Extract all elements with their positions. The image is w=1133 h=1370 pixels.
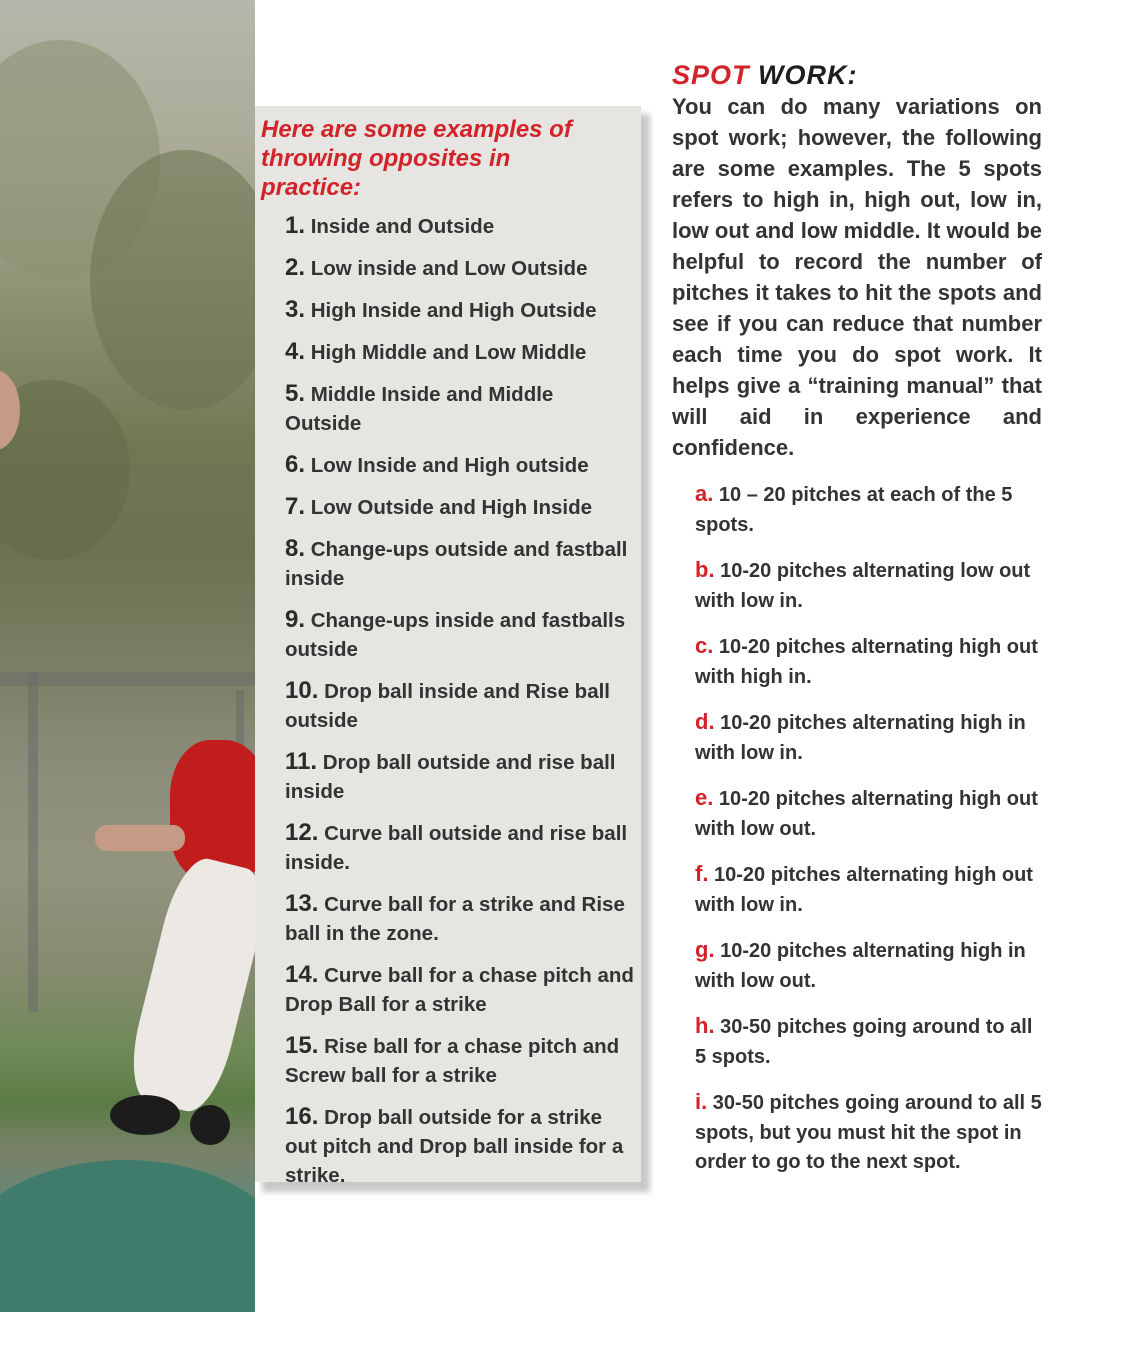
player-legs <box>121 852 255 1118</box>
spot-work-drills <box>695 479 1045 1193</box>
item-number: 7. <box>285 493 306 520</box>
item-number: 6. <box>285 451 306 478</box>
opposites-list <box>285 211 635 1202</box>
spot-work-title-dark: WORK: <box>758 60 858 90</box>
list-item <box>695 935 1045 996</box>
drill-text: 10-20 pitches alternating high out with low out. <box>695 788 1038 840</box>
item-text: Inside and Outside <box>310 215 495 238</box>
item-number: 5. <box>285 380 306 407</box>
item-text: Low Outside and High Inside <box>310 496 593 519</box>
item-number: 11. <box>285 748 318 775</box>
drill-text: 30-50 pitches going around to all 5 spots. <box>695 1016 1033 1068</box>
list-item <box>285 211 635 241</box>
list-item <box>285 253 635 283</box>
fence-rail <box>0 672 255 686</box>
drill-text: 10 – 20 pitches at each of the 5 spots. <box>695 484 1013 536</box>
list-item <box>285 295 635 325</box>
drill-text: 10-20 pitches alternating high in with low out. <box>695 940 1026 992</box>
drill-text: 10-20 pitches alternating low out with low in. <box>695 560 1031 612</box>
list-item <box>285 818 635 877</box>
item-text: Drop ball outside and rise ball inside <box>285 751 616 803</box>
list-item <box>285 1102 635 1190</box>
item-text: Low inside and Low Outside <box>310 257 588 280</box>
spot-work-title-red: SPOT <box>672 60 750 90</box>
drill-letter: a. <box>695 481 714 506</box>
list-item <box>285 492 635 522</box>
drill-text: 10-20 pitches alternating high out with high in. <box>695 636 1038 688</box>
item-number: 2. <box>285 254 306 281</box>
list-item <box>285 889 635 948</box>
list-item <box>695 1011 1045 1072</box>
list-item <box>285 960 635 1019</box>
item-number: 14. <box>285 961 319 988</box>
list-item <box>285 1031 635 1090</box>
item-number: 15. <box>285 1032 319 1059</box>
item-number: 4. <box>285 338 306 365</box>
drill-letter: e. <box>695 785 714 810</box>
drill-letter: d. <box>695 709 715 734</box>
callout-intro: Here are some examples of throwing opposites in practice: <box>261 116 572 201</box>
item-text: Low Inside and High outside <box>310 454 589 477</box>
item-text: Rise ball for a chase pitch and Screw ball for a strike <box>285 1035 620 1087</box>
item-text: Curve ball for a chase pitch and Drop Ball for a strike <box>285 964 634 1016</box>
item-number: 9. <box>285 606 306 633</box>
item-number: 12. <box>285 819 319 846</box>
list-item <box>285 747 635 806</box>
list-item <box>695 479 1045 540</box>
drill-letter: b. <box>695 557 715 582</box>
player-shoe <box>190 1105 230 1145</box>
spot-work-title <box>672 58 858 92</box>
player-arm <box>95 825 185 851</box>
list-item <box>695 783 1045 844</box>
drill-letter: f. <box>695 861 709 886</box>
list-item <box>695 707 1045 768</box>
pitchers-mound <box>0 1160 255 1312</box>
item-text: High Middle and Low Middle <box>310 341 587 364</box>
spot-work-body: You can do many variations on spot work; however, the following are some examples. The 5 spots refers to high in, high out, low in, low out and low middle. It would be helpful to record the number of pitches it takes to hit the spots and see if you can reduce that number each time you do spot work. It helps give a “training manual” that will aid in experience and confidence. <box>672 94 1042 460</box>
item-text: Curve ball outside and rise ball inside. <box>285 822 628 874</box>
item-text: Curve ball for a strike and Rise ball in the zone. <box>285 893 625 945</box>
pitcher-photo <box>0 0 255 1312</box>
item-number: 16. <box>285 1103 319 1130</box>
list-item <box>285 534 635 593</box>
item-number: 3. <box>285 296 306 323</box>
fence-post <box>28 672 38 1012</box>
item-text: Drop ball outside for a strike out pitch and Drop ball inside for a strike. <box>285 1106 624 1187</box>
drill-text: 10-20 pitches alternating high out with low in. <box>695 864 1033 916</box>
item-text: Middle Inside and Middle Outside <box>285 383 554 435</box>
item-number: 8. <box>285 535 306 562</box>
list-item <box>285 379 635 438</box>
list-item <box>285 605 635 664</box>
list-item <box>695 555 1045 616</box>
drill-text: 30-50 pitches going around to all 5 spots, but you must hit the spot in order to go to the next spot. <box>695 1092 1042 1173</box>
list-item <box>285 450 635 480</box>
item-text: Change-ups outside and fastball inside <box>285 538 628 590</box>
item-number: 10. <box>285 677 319 704</box>
drill-letter: i. <box>695 1089 708 1114</box>
list-item <box>695 631 1045 692</box>
player-shoe <box>110 1095 180 1135</box>
drill-letter: g. <box>695 937 715 962</box>
list-item <box>285 337 635 367</box>
drill-letter: c. <box>695 633 714 658</box>
drill-text: 10-20 pitches alternating high in with low in. <box>695 712 1026 764</box>
item-number: 1. <box>285 212 306 239</box>
drill-letter: h. <box>695 1013 715 1038</box>
list-item <box>285 676 635 735</box>
list-item <box>695 859 1045 920</box>
list-item <box>695 1087 1045 1178</box>
item-number: 13. <box>285 890 319 917</box>
item-text: High Inside and High Outside <box>310 299 597 322</box>
item-text: Drop ball inside and Rise ball outside <box>285 680 610 732</box>
item-text: Change-ups inside and fastballs outside <box>285 609 626 661</box>
